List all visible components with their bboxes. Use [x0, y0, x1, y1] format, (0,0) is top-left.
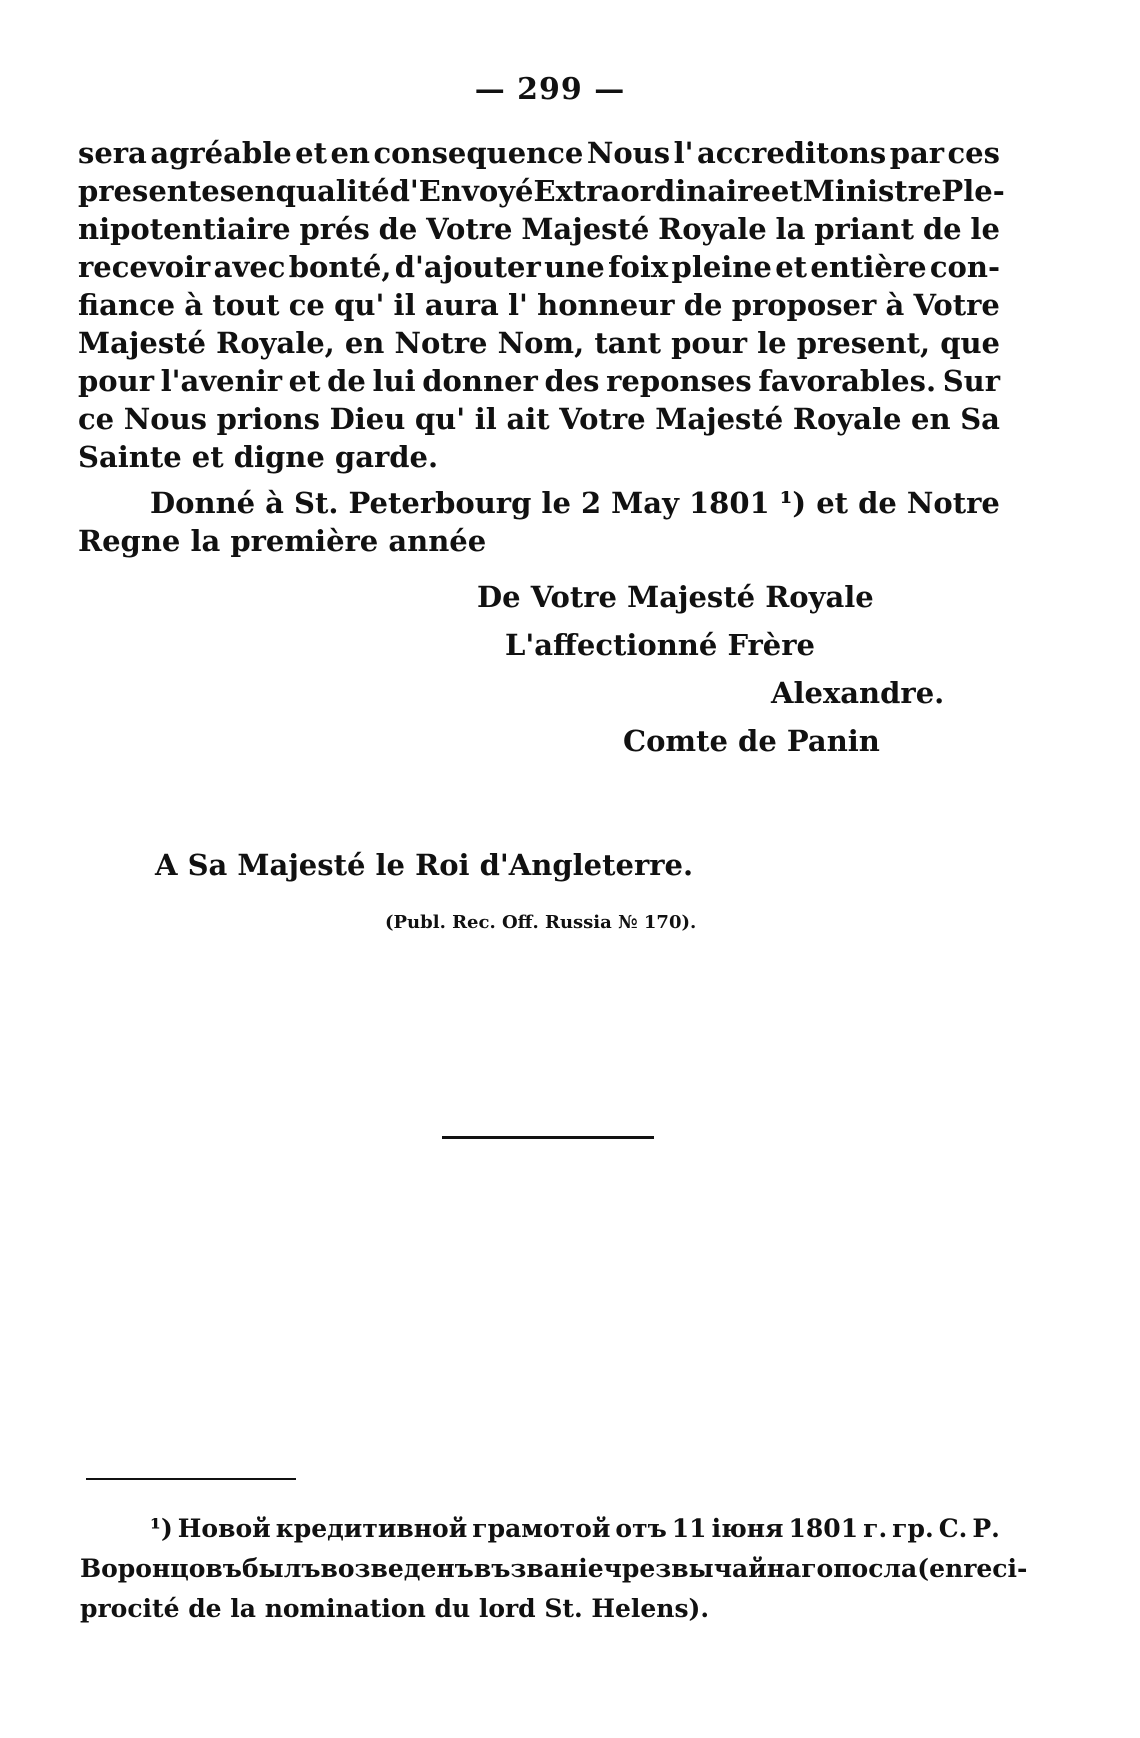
word: С. [938, 1514, 968, 1543]
source-reference: (Publ. Rec. Off. Russia № 170). [385, 912, 697, 933]
word: Royale [792, 402, 902, 436]
body-line: Sainte et digne garde. [78, 440, 439, 474]
word: Nous [123, 402, 207, 436]
word: Majesté [655, 402, 784, 436]
word: Votre [426, 212, 513, 246]
word: par [889, 136, 945, 170]
word: des [544, 364, 600, 398]
word: prés [299, 212, 370, 246]
word: d'Envoyé [389, 174, 534, 208]
word: à [885, 288, 905, 322]
word: Majesté [78, 326, 207, 360]
date-line [150, 484, 1000, 522]
word: Donné [150, 486, 256, 520]
word: іюня [711, 1514, 784, 1543]
word: ce [288, 288, 325, 322]
footnote-line [80, 1549, 1028, 1589]
word: et [288, 364, 321, 398]
word: qu' [414, 402, 466, 436]
word: ¹) [150, 1514, 173, 1543]
body-line [78, 400, 1000, 438]
word: ait [506, 402, 550, 436]
word: ce [78, 402, 115, 436]
word: de [327, 364, 366, 398]
word: et [295, 136, 327, 170]
word: lui [372, 364, 416, 398]
word: en [330, 136, 371, 170]
word: proposer [731, 288, 877, 322]
word: Votre [559, 402, 646, 436]
word: de [683, 288, 723, 322]
word: qu' [334, 288, 385, 322]
body-line [78, 324, 1000, 362]
word: гр. [892, 1514, 934, 1543]
word: prions [216, 402, 320, 436]
word: de [378, 212, 418, 246]
word: Royale [658, 212, 767, 246]
word: priant [814, 212, 915, 246]
word: honneur [537, 288, 675, 322]
word: May [611, 486, 679, 520]
word: d'ajouter [394, 250, 541, 284]
word: 11 [671, 1514, 707, 1543]
word: Notre [906, 486, 1000, 520]
word: et [770, 174, 803, 208]
word: ¹) [779, 486, 807, 520]
word: г. [863, 1514, 888, 1543]
word: Nous [586, 136, 671, 170]
word: à [265, 486, 284, 520]
word: Dieu [329, 402, 406, 436]
word: en [911, 402, 951, 436]
word: кредитивной [275, 1514, 468, 1543]
word: en [236, 174, 276, 208]
word: reci- [963, 1554, 1028, 1583]
word: accreditons [696, 136, 887, 170]
body-line [78, 172, 1005, 210]
word: Majesté [521, 212, 650, 246]
word: l' [507, 288, 528, 322]
word: Ple- [941, 174, 1005, 208]
word: bonté, [288, 250, 392, 284]
footnote-divider [86, 1478, 296, 1480]
word: St. [294, 486, 339, 520]
word: Sa [960, 402, 1000, 436]
word: Peterbourg [348, 486, 532, 520]
word: Nom, [497, 326, 585, 360]
signature-countersign: Comte de Panin [623, 724, 880, 758]
addressee: A Sa Majesté le Roi d'Angleterre. [155, 848, 694, 882]
footnote-line: procité de la nomination du lord St. Helens). [80, 1594, 710, 1623]
word: Royale, [216, 326, 335, 360]
word: pleine [671, 250, 772, 284]
word: avec [213, 250, 286, 284]
word: qualité [275, 174, 390, 208]
word: Notre [394, 326, 488, 360]
word: à [184, 288, 204, 322]
word: посла [833, 1554, 918, 1583]
word: donner [422, 364, 538, 398]
word: l' [673, 136, 694, 170]
word: le [541, 486, 571, 520]
word: pour [78, 364, 154, 398]
word: tant [594, 326, 661, 360]
word: la [775, 212, 806, 246]
word: en [344, 326, 385, 360]
body-line [78, 286, 1000, 324]
word: 1801 [788, 1514, 859, 1543]
word: званіе [510, 1554, 604, 1583]
date-line-continued: Regne la première année [78, 524, 487, 558]
word: et [816, 486, 849, 520]
word: 1801 [688, 486, 770, 520]
word: recevoir [78, 250, 211, 284]
word: reponses [606, 364, 752, 398]
word: Воронцовъ [80, 1554, 242, 1583]
word: il [474, 402, 497, 436]
word: presentes [78, 174, 237, 208]
word: Р. [972, 1514, 1000, 1543]
word: que [940, 326, 1000, 360]
word: nipotentiaire [78, 212, 291, 246]
word: ces [947, 136, 1000, 170]
body-line [78, 134, 1000, 172]
word: Новой [177, 1514, 271, 1543]
word: чрезвычайнаго [603, 1554, 834, 1583]
word: present, [796, 326, 931, 360]
word: Extraordinaire [533, 174, 771, 208]
word: et [775, 250, 808, 284]
word: отъ [615, 1514, 667, 1543]
word: le [757, 326, 787, 360]
section-divider [442, 1136, 654, 1139]
word: Ministre [802, 174, 942, 208]
word: le [970, 212, 1000, 246]
word: agréable [150, 136, 292, 170]
word: грамотой [472, 1514, 611, 1543]
word: une [544, 250, 605, 284]
word: il [393, 288, 416, 322]
word: con- [929, 250, 1000, 284]
word: Sur [942, 364, 1000, 398]
page-number: — 299 — [474, 72, 626, 107]
word: de [922, 212, 962, 246]
word: foix [608, 250, 669, 284]
word: въ [473, 1554, 511, 1583]
signature-closing: De Votre Majesté Royale [477, 580, 874, 614]
word: entière [810, 250, 927, 284]
word: aura [424, 288, 499, 322]
word: pour [671, 326, 748, 360]
signature-relation: L'affectionné Frère [505, 628, 815, 662]
word: (en [917, 1554, 964, 1583]
word: былъ [241, 1554, 321, 1583]
word: sera [78, 136, 147, 170]
word: tout [212, 288, 280, 322]
word: fiance [78, 288, 176, 322]
body-line [78, 362, 1000, 400]
word: 2 [580, 486, 602, 520]
footnote-line [150, 1509, 1000, 1549]
word: Votre [913, 288, 1000, 322]
word: возведенъ [320, 1554, 474, 1583]
word: consequence [373, 136, 584, 170]
word: l'avenir [160, 364, 282, 398]
signature-signer: Alexandre. [771, 676, 945, 710]
body-line [78, 210, 1000, 248]
word: de [858, 486, 897, 520]
word: favorables. [758, 364, 937, 398]
body-line [78, 248, 1000, 286]
